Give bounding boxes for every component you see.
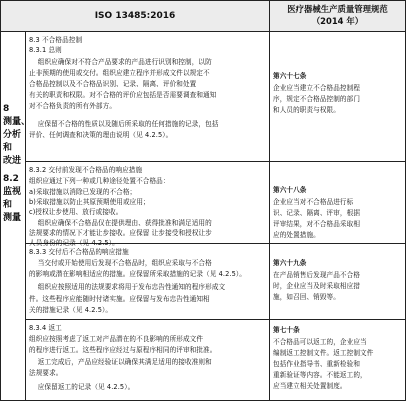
gmp-article-text: 包括作业指导书、重新检验和 [273,360,361,368]
iso-clause-text: 当交付或开始使用后发现不合格品时，组织应采取与不合格 [29,259,212,267]
header-iso-standard: ISO 13485:2016 [1,1,270,31]
gmp-article-text: 企业应当建立不合格品控制程 [273,84,361,92]
iso-clause-text: 合格品控制以及不合格品识别、记录、隔离、评价和处置 [29,80,197,88]
gmp-article-text: 和人员的职责与权限。 [273,106,340,114]
iso-clause-text: 有关的职责和权限。对不合格的评价应包括是否需要调查和通知 [29,91,217,99]
gmp-article-title: 第六十九条 [273,259,307,267]
table-header [1,1,405,32]
gmp-article-text: 重新验证等内容。不能返工的， [273,371,367,379]
iso-clause-title: 8.3 不合格品控制 [29,36,83,44]
section-label-line: 测量、 [3,117,31,127]
iso-clause-text: 法规要求的情况下才能让步接收。应保留 让步接受和授权让步 [29,229,212,237]
gmp-article-text: 在产品销售后发现产品不合格 [273,271,361,279]
header-gmp-title: 医疗器械生产质量管理规范 [287,4,388,14]
gmp-article-text: 不合格品可以返工的，企业应当 [273,338,367,346]
row-divider [26,161,405,162]
iso-clause-text: 应保留返工的记录（见 4.2.5）。 [29,383,135,391]
iso-clause-text: 关的措施记录（见 4.2.5）。 [29,306,113,314]
gmp-article-title: 第七十条 [273,326,300,334]
section-label-line: 测量 [3,213,22,223]
header-gmp-standard [270,3,405,27]
iso-clause-text: 件。这些程序应能随时付诸实施。应保留与发布忠告性通知相 [29,295,210,303]
gmp-article-text: 施，如召回、销毁等。 [273,293,340,301]
gmp-article-text: 企业应当对不合格品进行标 [273,198,354,206]
section-label-line: 8 [3,104,10,114]
gmp-article-text: 时，企业应当及时采取相应措 [273,282,361,290]
iso-clause-text: a)采取措施以消除已发现的不合格； [29,188,137,196]
iso-clause-text: 8.3.1 总则 [29,46,62,54]
iso-clause-text: 应保留不合格的性质以及随后所采取的任何措施的记录，包括 [29,120,219,128]
iso-clause-title: 8.3.4 返工 [29,324,62,332]
section-label-line: 8.2 [3,174,19,184]
gmp-article-title: 第六十七条 [273,72,307,80]
iso-clause-text: 返工完成后，产品应经验证以确保其满足适用的接收准则和 [29,358,212,366]
iso-clause-text: 组织应按照适用的法规要求将用于发布忠告性通知的程序形成文 [29,283,226,291]
iso-clause-text: 组织应确保不合格品仅在提供理由、获得批准和满足适用的 [29,219,212,227]
gmp-article-title: 第六十八条 [273,186,307,194]
row-divider [26,319,405,320]
column-divider [269,32,270,400]
iso-clause-text: 人员身份的记录（见 4.2.5）。 [29,239,119,247]
gmp-article-text: 编制返工控制文件。返工控制文件 [273,349,374,357]
iso-clause-title: 8.3.3 交付后不合格品的响应措施 [29,248,129,256]
iso-clause-title: 8.3.2 交付前发现不合格品的响应措施 [29,166,143,174]
section-label-line: 和 [3,200,13,210]
iso-clause-text: 组织应通过下列一种或几种途径处置不合格品： [29,177,170,185]
iso-clause-text: 对不合格负责的所有外部方。 [29,102,117,110]
iso-clause-text: 的影响或潜在影响相适应的措施。应保留所采取措施的记录（见 4.2.5）。 [29,270,246,278]
gmp-article-text: 识、记录、隔离、评审，根据 [273,209,361,217]
section-label-line: 分析 [3,130,22,140]
gmp-article-text: 应当建立相关处置制度。 [273,382,347,390]
iso-clause-text: b)采取措施以防止其原预期使用或应用； [29,198,150,206]
header-gmp-year: （2014 年） [311,16,364,26]
section-label-line: 监视 [3,187,22,197]
section-label-line: 改进 [3,156,22,166]
iso-clause-text: 组织应按照考虑了返工对产品潜在的不良影响的所形成文件 [29,335,204,343]
iso-clause-text: 止非预期的使用或交付。组织应建立程序并形成文件以规定不 [29,69,210,77]
iso-clause-text: 评价、任何调查和决策的理由说明（见 4.2.5）。 [29,131,173,139]
iso-clause-text: 法规要求。 [29,369,63,377]
iso-clause-text: c)授权让步使用、放行或接收。 [29,208,123,216]
gmp-article-text: 应的处置措施。 [273,231,320,239]
iso-clause-text: 的程序进行返工。这些程序应经过与原程序相同的评审和批准。 [29,346,217,354]
section-label-line: 和 [3,143,13,153]
gmp-article-text: 评审结果，对不合格品采取相 [273,220,361,228]
iso-clause-text: 组织应确保对不符合产品要求的产品进行识别和控制，以防 [29,58,212,66]
gmp-article-text: 序，规定不合格品控制的部门 [273,95,361,103]
